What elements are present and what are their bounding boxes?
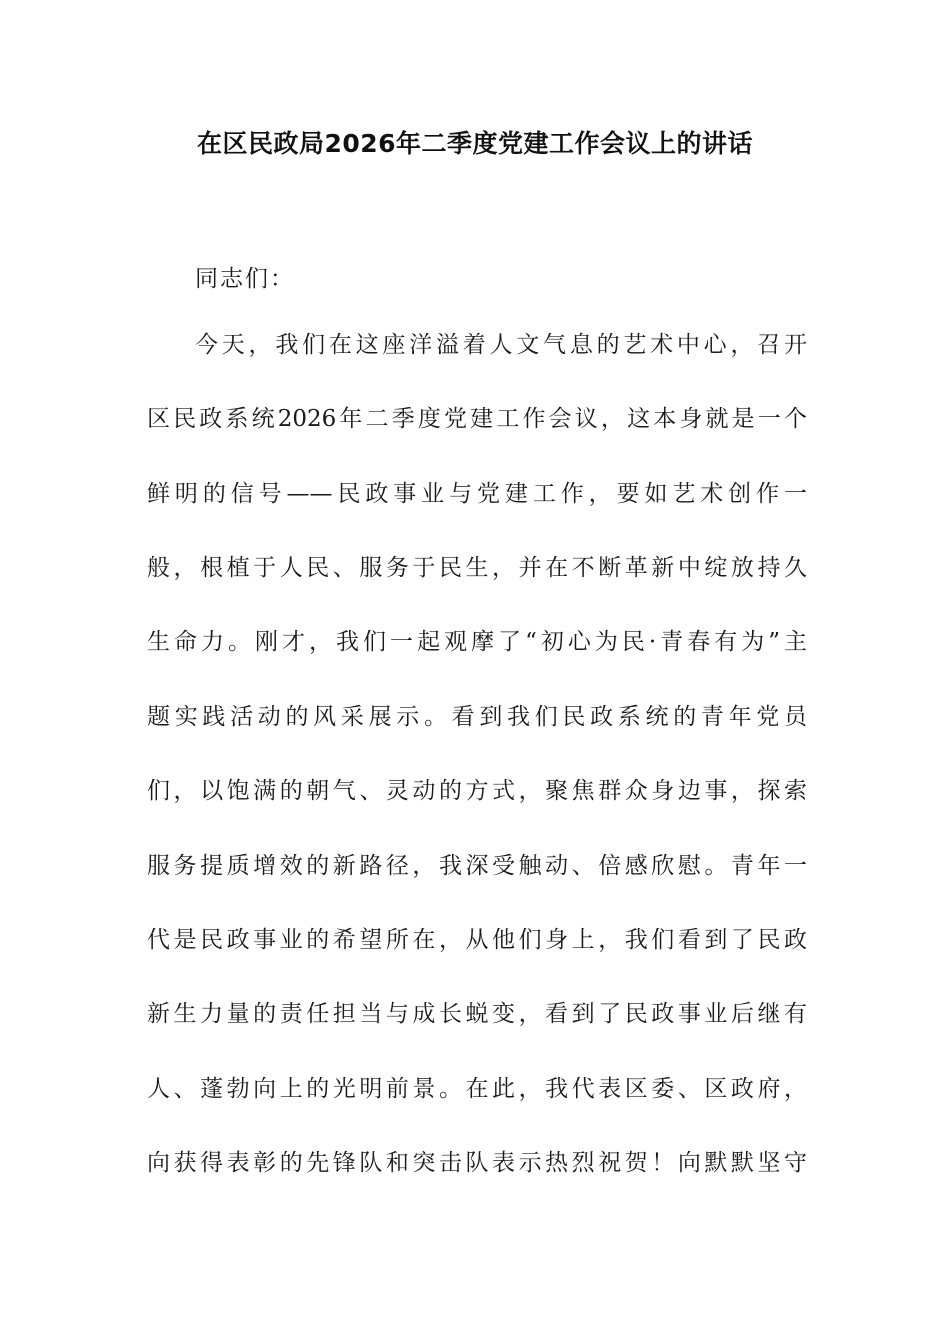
body-line: 区民政系统2026年二季度党建工作会议，这本身就是一个	[147, 406, 807, 432]
body-line: 鲜明的信号——民政事业与党建工作，要如艺术创作一	[147, 481, 807, 507]
body-line: 向获得表彰的先锋队和突击队表示热烈祝贺！向默默坚守	[147, 1150, 807, 1176]
body-line: 生命力。刚才，我们一起观摩了“初心为民·青春有为”主	[147, 629, 807, 655]
body-line: 般，根植于人民、服务于民生，并在不断革新中绽放持久	[147, 555, 807, 581]
body-line: 今天，我们在这座洋溢着人文气息的艺术中心，召开	[195, 332, 807, 358]
body-line: 新生力量的责任担当与成长蜕变，看到了民政事业后继有	[147, 1001, 807, 1027]
body-line: 们，以饱满的朝气、灵动的方式，聚焦群众身边事，探索	[147, 778, 807, 804]
body-line: 代是民政事业的希望所在，从他们身上，我们看到了民政	[147, 927, 807, 953]
body-line: 人、蓬勃向上的光明前景。在此，我代表区委、区政府，	[147, 1076, 807, 1102]
body-line: 服务提质增效的新路径，我深受触动、倍感欣慰。青年一	[147, 853, 807, 879]
body-line: 题实践活动的风采展示。看到我们民政系统的青年党员	[147, 704, 807, 730]
greeting-text: 同志们：	[195, 266, 295, 292]
document-title: 在区民政局2026年二季度党建工作会议上的讲话	[196, 129, 754, 158]
